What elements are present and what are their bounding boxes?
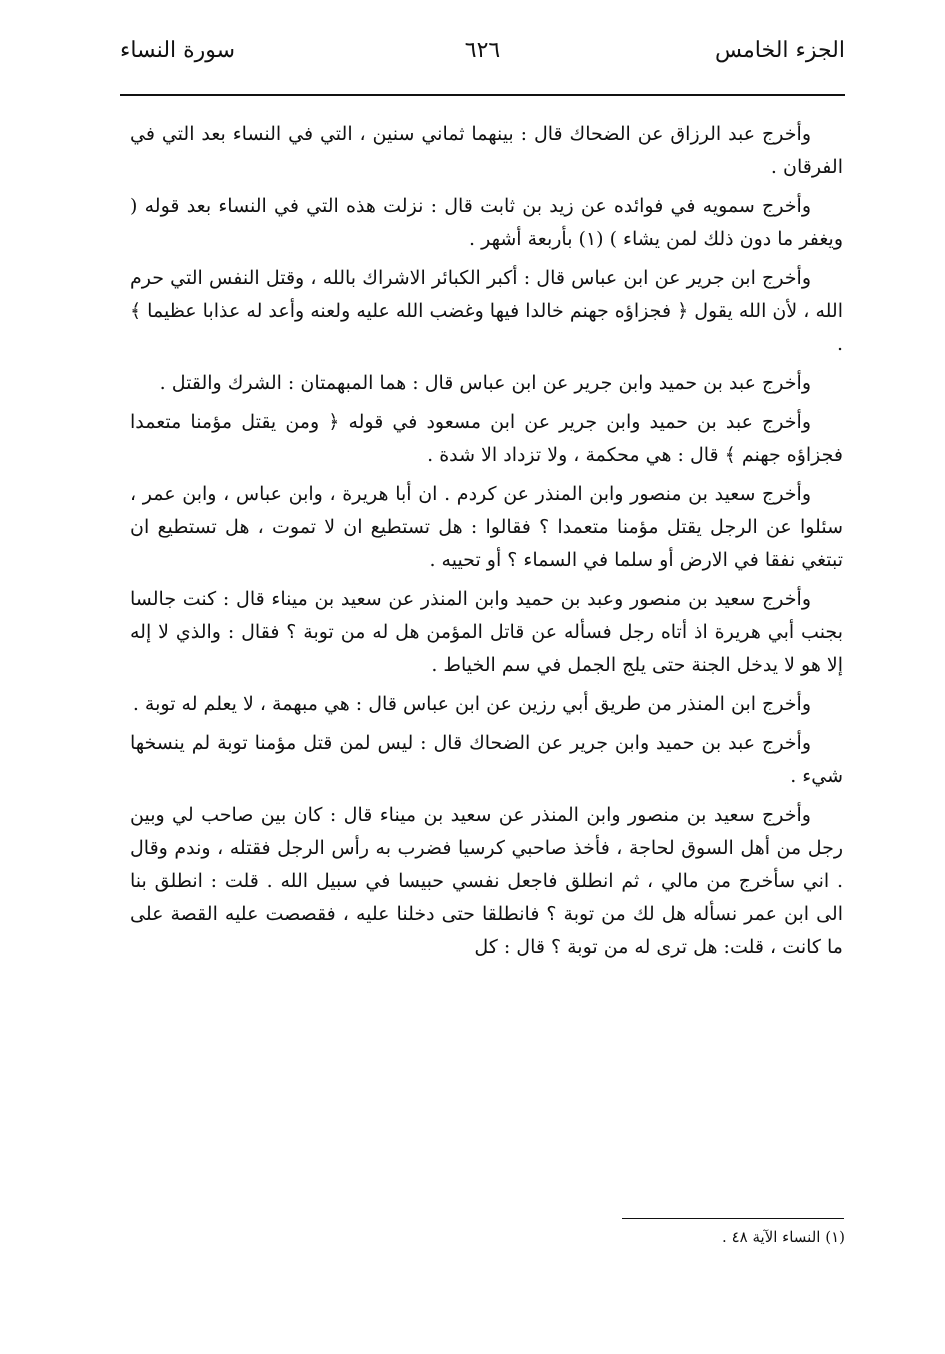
- paragraph: وأخرج ابن المنذر من طريق أبي رزين عن ابن عباس قال : هي مبهمة ، لا يعلم له توبة .: [132, 693, 811, 715]
- header-divider: [120, 94, 845, 96]
- paragraph: وأخرج ابن جرير عن ابن عباس قال : أكبر الكبائر الاشراك بالله ، وقتل النفس التي حرم الله ، لأن الله يقول ﴿ فجزاؤه جهنم خالدا فيها وغضب الله عليه ولعنه وأعد له عذابا عظيما ﴾ .: [130, 267, 843, 355]
- paragraph: وأخرج سعيد بن منصور وعبد بن حميد وابن المنذر عن سعيد بن ميناء قال : كنت جالسا بجنب أبي هريرة اذ أتاه رجل فسأله عن قاتل المؤمن هل له من توبة ؟ فقال : والذي لا إله إلا هو لا يدخل الجنة حتى يلج الجمل في سم الخياط .: [130, 588, 843, 676]
- paragraph: وأخرج عبد بن حميد وابن جرير عن الضحاك قال : ليس لمن قتل مؤمنا توبة لم ينسخها شيء .: [130, 732, 843, 787]
- page-number: ٦٢٦: [464, 38, 501, 63]
- footnote-divider: [622, 1218, 844, 1219]
- footnote: (١) النساء الآية ٤٨ .: [722, 1228, 845, 1246]
- paragraph: وأخرج سعيد بن منصور وابن المنذر عن سعيد بن ميناء قال : كان بين صاحب لي وبين رجل من أهل السوق لحاجة ، فأخذ صاحبي كرسيا فضرب به رأس الرجل فقتله ، وندم وقال . اني سأخرج من مالي ، ثم انطلق فاجعل نفسي حبيسا في سبيل الله . قلت : انطلق بنا الى ابن عمر نسأله هل لك من توبة ؟ فانطلقا حتى دخلنا عليه ، فقصصت عليه القصة على ما كانت ، قلت: هل ترى له من توبة ؟ قال : كل: [130, 804, 843, 958]
- paragraph: وأخرج سمويه في فوائده عن زيد بن ثابت قال : نزلت هذه التي في النساء بعد قوله ( ويغفر ما دون ذلك لمن يشاء ) (١) بأربعة أشهر .: [130, 195, 843, 250]
- surah-title: سورة النساء: [120, 38, 236, 63]
- volume-title: الجزء الخامس: [714, 38, 845, 63]
- paragraph: وأخرج عبد بن حميد وابن جرير عن ابن مسعود في قوله ﴿ ومن يقتل مؤمنا متعمدا فجزاؤه جهنم ﴾ قال : هي محكمة ، ولا تزداد الا شدة .: [130, 411, 843, 466]
- page-body: [130, 118, 843, 970]
- paragraph: وأخرج عبد بن حميد وابن جرير عن ابن عباس قال : هما المبهمتان : الشرك والقتل .: [159, 372, 811, 394]
- paragraph: وأخرج سعيد بن منصور وابن المنذر عن كردم . ان أبا هريرة ، وابن عباس ، وابن عمر ، سئلوا عن الرجل يقتل مؤمنا متعمدا ؟ فقالوا : هل تستطيع ان لا تموت ، هل تستطيع ان تبتغي نفقا في الارض أو سلما في السماء ؟ أو تحييه .: [130, 483, 843, 571]
- paragraph: وأخرج عبد الرزاق عن الضحاك قال : بينهما ثماني سنين ، التي في النساء بعد التي في الفرقان .: [130, 123, 843, 178]
- page-header: [120, 38, 845, 86]
